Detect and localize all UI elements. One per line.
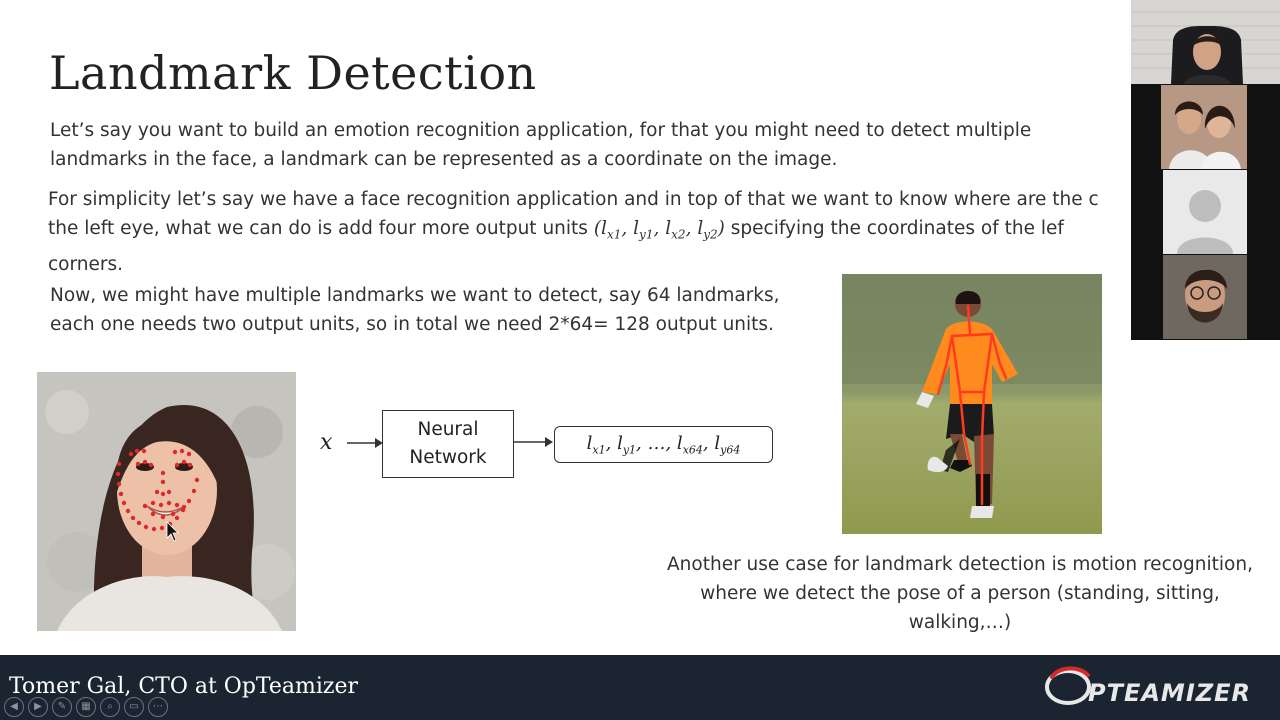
output-arrow-icon (514, 434, 554, 450)
participant-video-couple[interactable] (1131, 85, 1280, 169)
paragraph-multiple-landmarks (50, 281, 780, 339)
pose-caption-line1: Another use case for landmark detection is motion recognition, (667, 554, 1253, 575)
next-icon[interactable]: ▶ (28, 697, 48, 717)
presenter-name: Tomer Gal, CTO at OpTeamizer (9, 674, 359, 699)
pen-icon[interactable]: ✎ (52, 697, 72, 717)
paragraph-face-line2-post: specifying the coordinates of the lef (724, 218, 1064, 239)
paragraph-intro-line2: landmarks in the face, a landmark can be represented as a coordinate on the image. (50, 149, 838, 170)
participant-video-strip (1131, 0, 1280, 340)
slideshow-controls (4, 697, 168, 717)
slide-title: Landmark Detection (49, 46, 537, 100)
logo-mark-icon (1044, 663, 1092, 707)
input-x-label: x (320, 430, 333, 455)
participant-video-presenter[interactable] (1131, 0, 1280, 84)
opteamizer-logo (1044, 663, 1274, 713)
output-units-formula: ($l_{x1}$, $l_{y1}$, $l_{x2}$, $l_{y2}$) (593, 218, 725, 242)
slides-icon[interactable]: ▦ (76, 697, 96, 717)
participant-video-placeholder[interactable] (1131, 170, 1280, 254)
more-icon[interactable]: ⋯ (148, 697, 168, 717)
neural-network-label-line2: Network (409, 447, 487, 468)
paragraph-intro-line1: Let’s say you want to build an emotion recognition application, for that you might need to detect multiple (50, 120, 1032, 141)
paragraph-face-line2-pre: the left eye, what we can do is add four more output units (48, 218, 594, 239)
presenter-footer (0, 655, 1280, 720)
neural-network-box (382, 410, 514, 478)
output-vector-box (554, 426, 773, 463)
paragraph-face-line1: For simplicity let’s say we have a face recognition application and in top of that we want to know where are the c (48, 189, 1099, 210)
paragraph-face-line2 (48, 214, 1099, 250)
prev-icon[interactable]: ◀ (4, 697, 24, 717)
logo-text: PTEAMIZER (1088, 679, 1252, 707)
face-landmarks-image (37, 372, 296, 631)
neural-network-label-line1: Neural (417, 419, 479, 440)
paragraph-face-recognition (48, 185, 1099, 279)
pose-caption-line3: walking,…) (908, 612, 1012, 633)
participant-video-bearded[interactable] (1131, 255, 1280, 339)
paragraph-multi-line2: each one needs two output units, so in total we need 2*64= 128 output units. (50, 314, 774, 335)
paragraph-multi-line1: Now, we might have multiple landmarks we want to detect, say 64 landmarks, (50, 285, 780, 306)
pose-caption-line2: where we detect the pose of a person (standing, sitting, (700, 583, 1220, 604)
output-vector-formula: $l_{x1}$, $l_{y1}$, …, $l_{x64}$, $l_{y64}$ (586, 432, 741, 457)
pose-estimation-image (842, 274, 1102, 534)
pose-caption (648, 550, 1272, 637)
avatar (1189, 190, 1221, 222)
paragraph-face-line3: corners. (48, 253, 124, 275)
zoom-icon[interactable]: ⌕ (100, 697, 120, 717)
input-arrow-icon (346, 435, 384, 451)
subtitles-icon[interactable]: ▭ (124, 697, 144, 717)
paragraph-intro (50, 116, 1031, 174)
